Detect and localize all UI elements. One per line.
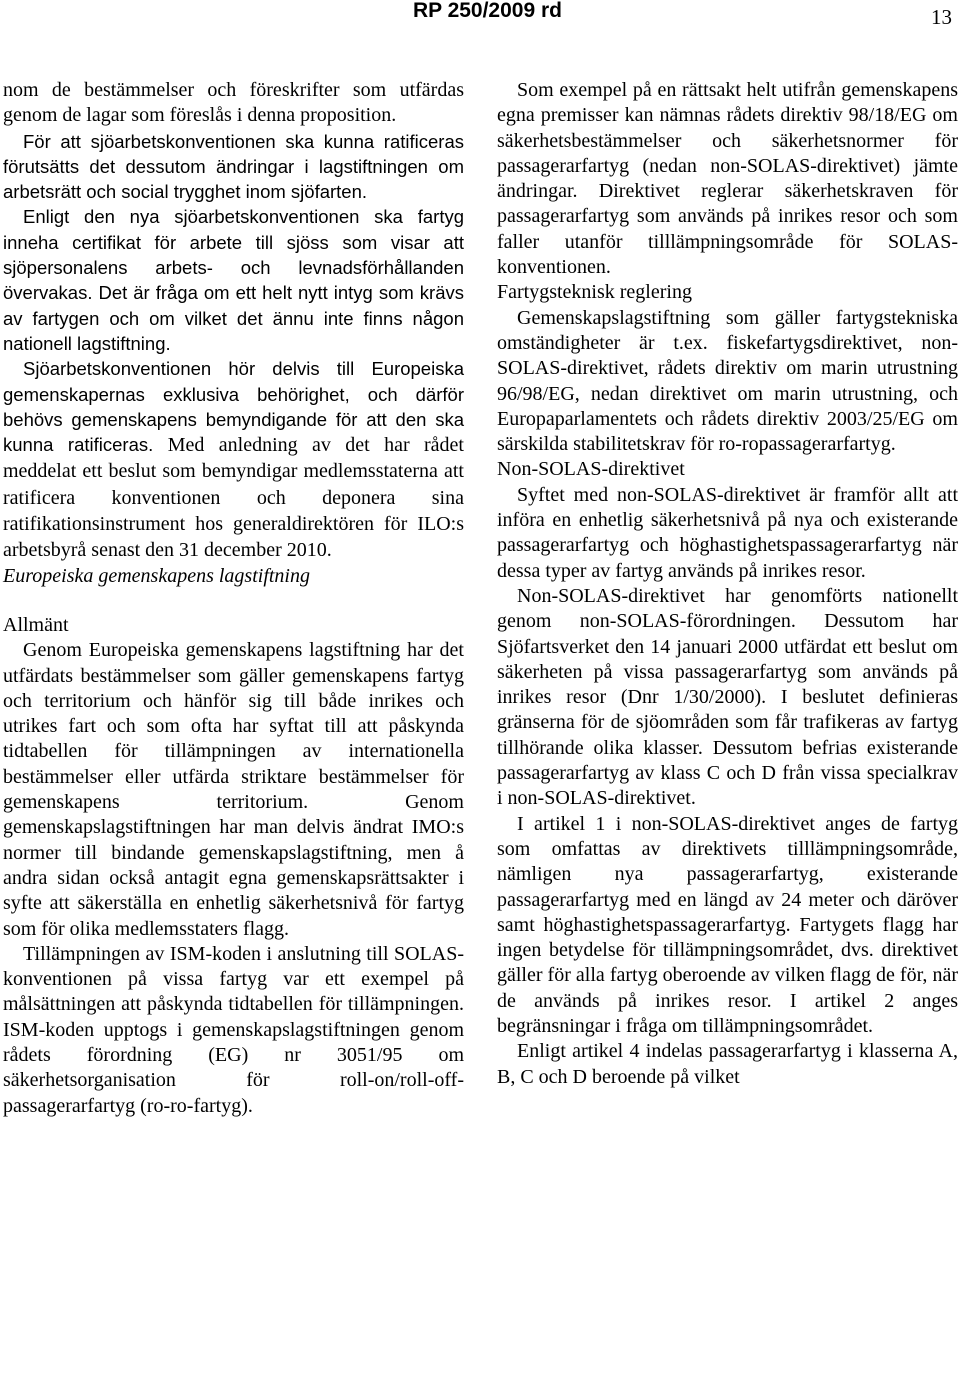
paragraph: Enligt artikel 4 indelas passagerarfartyg i klasserna A, B, C och D beroende på vilket (497, 1040, 958, 1088)
page-header (0, 0, 960, 30)
paragraph: Non-SOLAS-direktivet har genomförts nationellt genom non-SOLAS-förordningen. Dessutom har Sjöfartsverket den 14 januari 2000 utfärdat ett beslut om säkerheten på vissa passagerarfartyg som används på inrikes resor (Dnr 1/30/2000). I beslutet definieras gränserna för de sjöområden som får trafikeras av fartyg tillhörande olika klasser. Dessutom befrias existerande passagerarfartyg av klass C och D från vissa specialkrav i non-SOLAS-direktivet. (497, 584, 959, 810)
subsection-heading: Allmänt (3, 613, 69, 636)
paragraph: nom de bestämmelser och föreskrifter som utfärdas genom de lagar som föreslås i denna proposition. (3, 79, 464, 127)
paragraph: I artikel 1 i non-SOLAS-direktivet anges de fartyg som omfattas av direktivets tilllämpningsområde, nämligen nya passagerarfartyg, existerande passagerarfartyg med en längd av 24 meter och däröver samt höghastighetspassagerarfartyg. Fartygets flagg har ingen betydelse för tillämpningsområdet, dvs. direktivet gäller för alla fartyg oberoende av vilken flagg de för, när de används på inrikes resor. I artikel 2 anges begränsningar i fråga om tillämpningsområdet. (497, 812, 958, 1037)
paragraph: För att sjöarbetskonventionen ska kunna ratificeras förutsätts det dessutom ändringar i lagstiftningen om arbetsrätt och social trygghet inom sjöfarten. (3, 130, 464, 203)
document-id: RP 250/2009 rd (412, 0, 562, 22)
left-column (3, 78, 464, 1119)
section-heading: Non-SOLAS-direktivet (497, 458, 685, 481)
page-number: 13 (931, 5, 952, 29)
paragraph: Tillämpningen av ISM-koden i anslutning till SOLAS-konventionen på vissa fartyg var ett exempel på målsättningen att påskynda tidtabellen för tillämpningen. ISM-koden upptogs i gemenskapslagstiftningen genom rådets förordning (EG) nr 3051/95 om säkerhetsorganisation för roll-on/roll-off-passagerarfartyg (ro-ro-fartyg). (3, 942, 464, 1117)
paragraph: Som exempel på en rättsakt helt utifrån gemenskapens egna premisser kan nämnas rådets direktiv 98/18/EG om säkerhetsbestämmelser och säkerhetsnormer för passagerarfartyg (nedan non-SOLAS-direktivet) jämte ändringar. Direktivet reglerar säkerhetskraven för passagerarfartyg som används på inrikes resor och som faller utanför tilllämpningsområde för SOLAS-konventionen. (497, 79, 958, 279)
paragraph: Enligt den nya sjöarbetskonventionen ska fartyg inneha certifikat för arbete till sjöss som visar att sjöpersonalens arbets- och levnadsförhållanden övervakas. Det är fråga om ett helt nytt intyg som krävs av fartygen och om vilket det ännu inte finns någon nationell lagstiftning. (3, 206, 464, 354)
section-heading: Fartygsteknisk reglering (497, 281, 692, 304)
paragraph: Sjöarbetskonventionen hör delvis till Europeiska gemenskapernas exklusiva behörighet, och därför behövs gemenskapens bemyndigande för att den ska kunna ratificeras. Med anledning av det har rådet meddelat ett beslut som bemyndigar medlemsstaterna att ratificera konventionen och deponera sina ratifikationsinstrument hos generaldirektören för ILO:s arbetsbyrå senast den 31 december 2010. (3, 358, 464, 562)
section-heading: Europeiska gemenskapens lagstiftning (3, 564, 310, 587)
paragraph: Syftet med non-SOLAS-direktivet är framför allt att införa en enhetlig säkerhetsnivå på nya och existerande passagerarfartyg och höghastighetspassagerarfartyg när dessa typer av fartyg används på inrikes resor. (497, 483, 958, 582)
paragraph: Genom Europeiska gemenskapens lagstiftning har det utfärdats bestämmelser som gäller gemenskapens fartyg och territorium och hänför sig till både inrikes och utrikes fart och som ofta har syftat till att påskynda tidtabellen för tillämpningen av internationella bestämmelser eller utfärda striktare bestämmelser för gemenskapens territorium. Genom gemenskapslagstiftningen har man delvis ändrat IMO:s normer till bindande gemenskapslagstiftning, men å andra sidan också antagit egna gemenskapsrättsakter i syfte att säkerställa en enhetlig säkerhetsnivå för fartyg som för olika medlemsstaters flagg. (3, 639, 464, 940)
right-column (497, 78, 958, 1090)
paragraph: Gemenskapslagstiftning som gäller fartygstekniska omständigheter är t.ex. fiskefartygsdirektivet, non-SOLAS-direktivet, rådets direktiv om marin utrustning 96/98/EG, nedan direktivet om marin utrustning, och Europaparlamentets och rådets direktiv 2003/25/EG om särskilda stabilitetskrav för ro-ropassagerarfartyg. (497, 306, 958, 456)
